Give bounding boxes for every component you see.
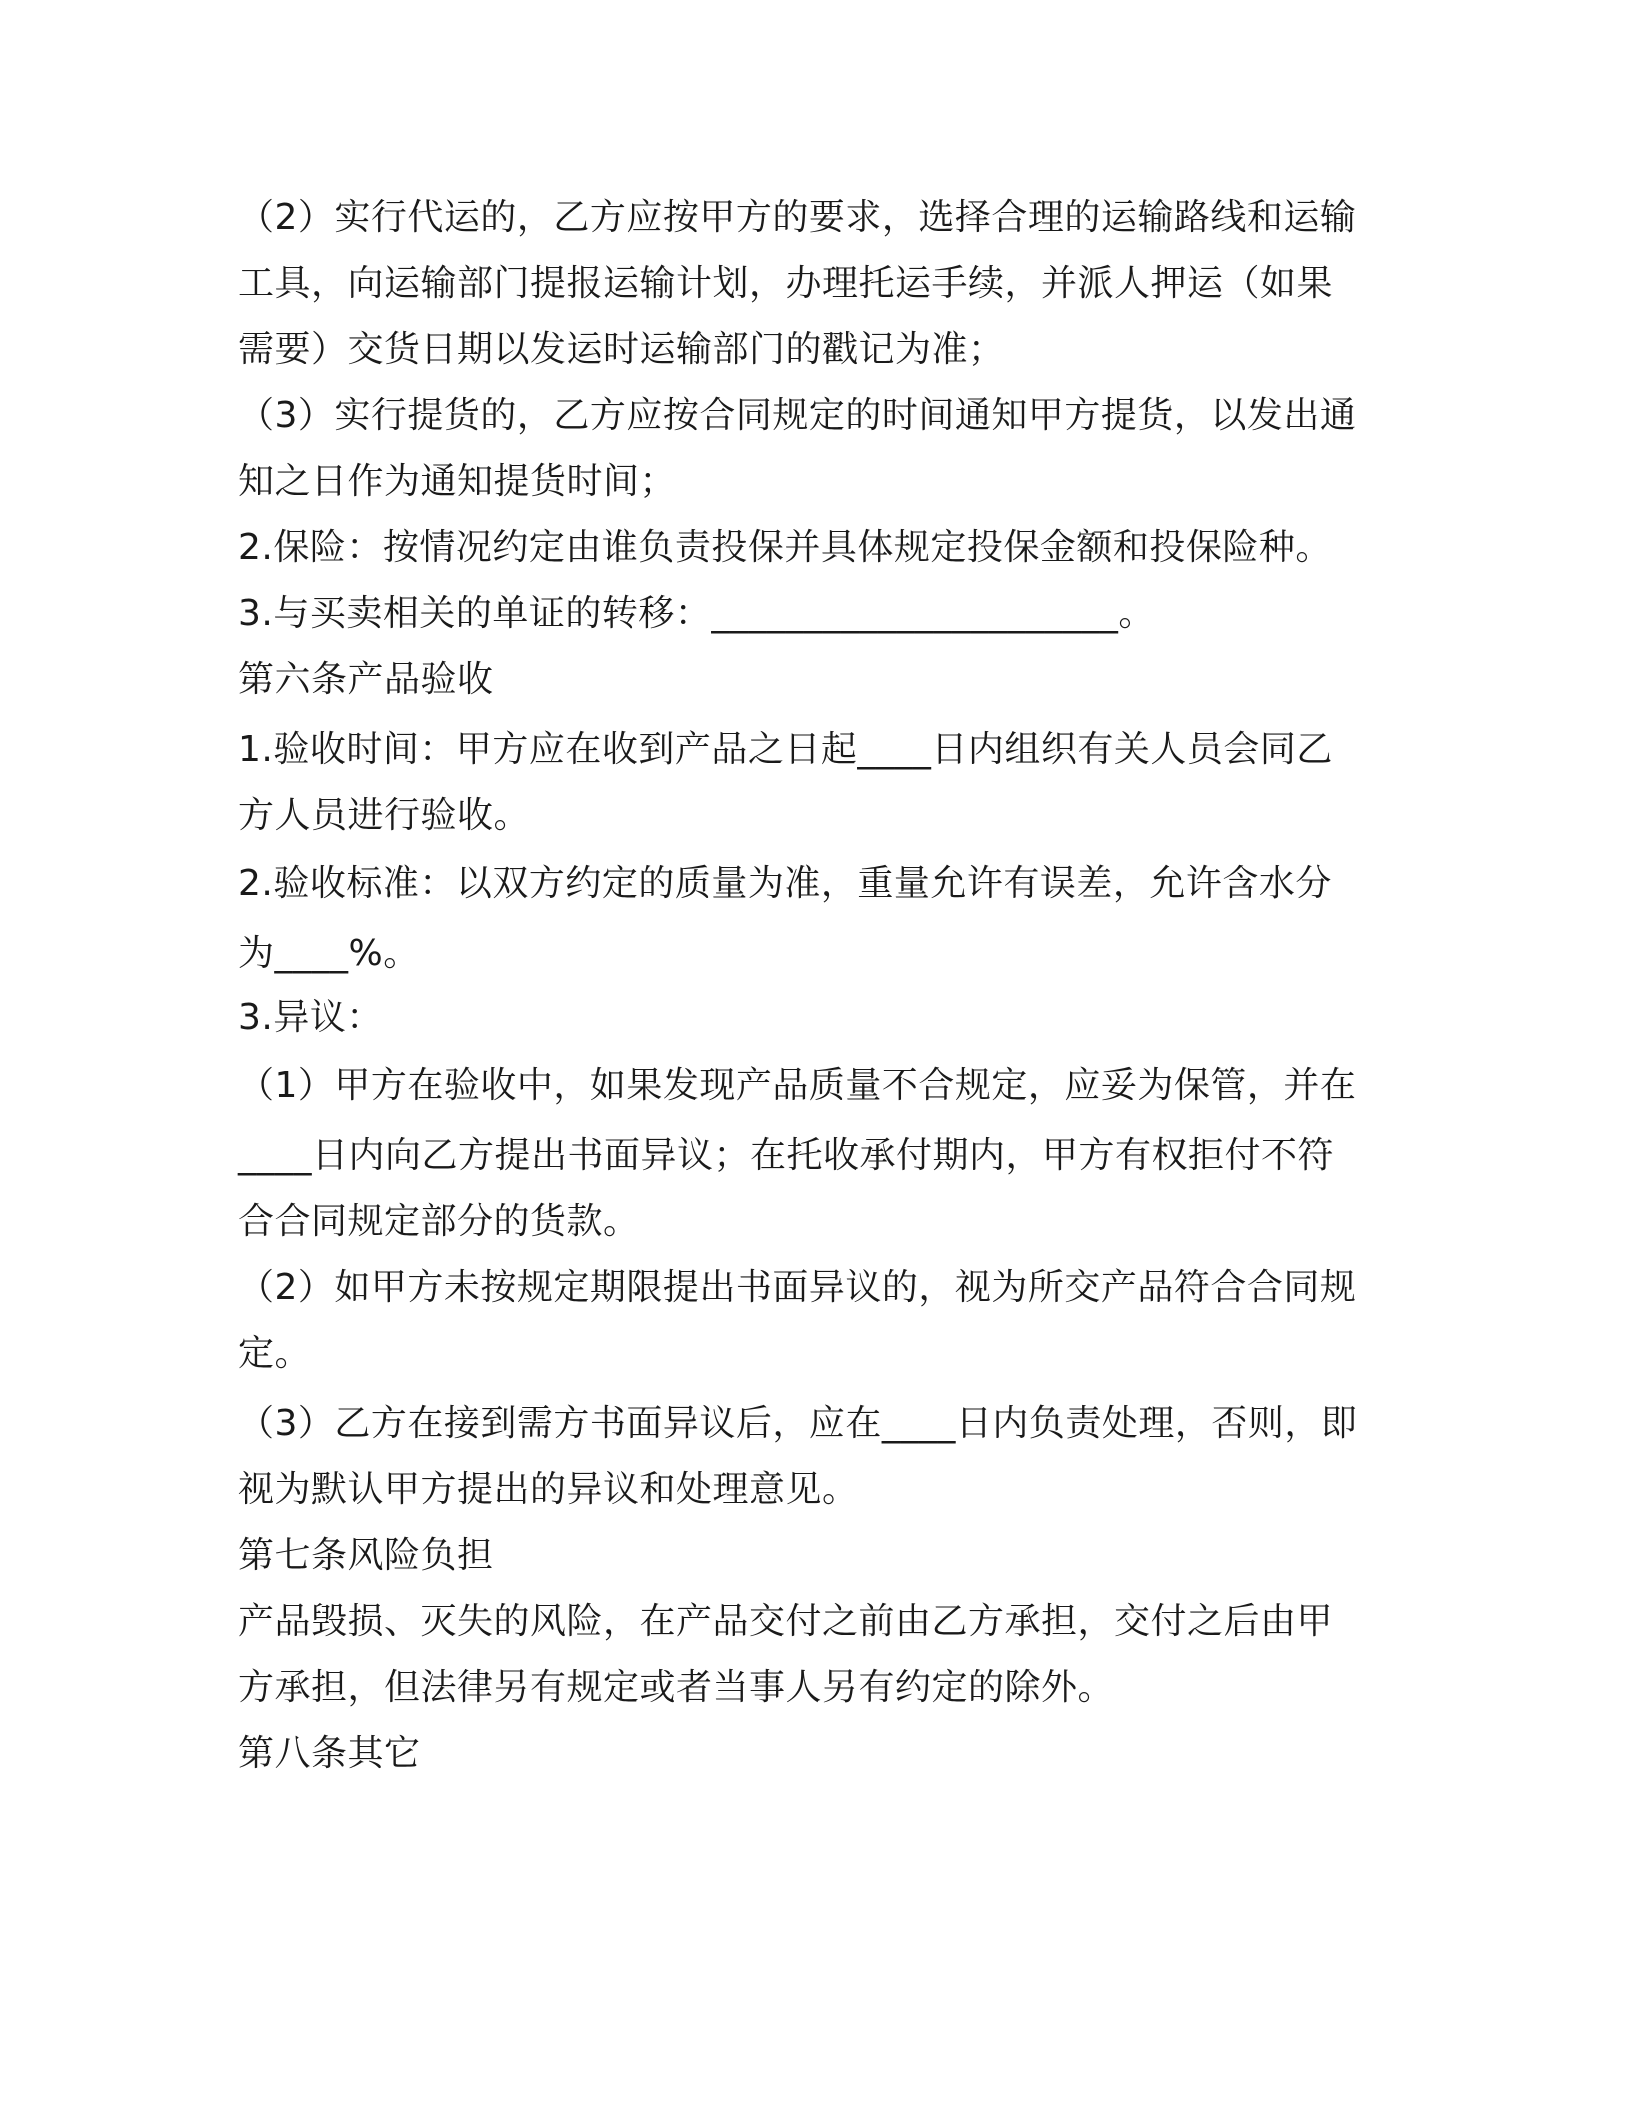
article-8-heading: 第八条其它 [238,1733,421,1774]
objection-item-2-line-1: （2）如甲方未按规定期限提出书面异议的，视为所交产品符合合同规 [238,1267,1357,1308]
clause-5-item-2-line-2: 工具，向运输部门提报运输计划，办理托运手续，并派人押运（如果 [238,263,1334,304]
article-6-heading: 第六条产品验收 [238,659,494,700]
clause-5-item-3-line-2: 知之日作为通知提货时间； [238,461,677,502]
objection-item-2-line-2: 定。 [238,1333,312,1374]
objection-item-3-line-1: （3）乙方在接到需方书面异议后，应在____日内负责处理，否则，即 [238,1403,1358,1444]
inspection-standard-line-2: 为____%。 [238,933,420,974]
clause-5-item-2-line-1: （2）实行代运的，乙方应按甲方的要求，选择合理的运输路线和运输 [238,197,1357,238]
objection-item-3-line-2: 视为默认甲方提出的异议和处理意见。 [238,1469,859,1510]
document-transfer-paragraph: 3.与买卖相关的单证的转移：______________________。 [238,593,1155,634]
inspection-time-line-2: 方人员进行验收。 [238,795,531,836]
risk-paragraph-line-1: 产品毁损、灭失的风险，在产品交付之前由乙方承担，交付之后由甲 [238,1601,1334,1642]
insurance-paragraph: 2.保险：按情况约定由谁负责投保并具体规定投保金额和投保险种。 [238,527,1332,568]
article-7-heading: 第七条风险负担 [238,1535,494,1576]
objection-item-1-line-3: 合合同规定部分的货款。 [238,1201,640,1242]
risk-paragraph-line-2: 方承担，但法律另有规定或者当事人另有约定的除外。 [238,1667,1115,1708]
objection-item-1-line-1: （1）甲方在验收中，如果发现产品质量不合规定，应妥为保管，并在 [238,1065,1357,1106]
clause-5-item-2-line-3: 需要）交货日期以发运时运输部门的戳记为准； [238,329,1005,370]
inspection-time-line-1: 1.验收时间：甲方应在收到产品之日起____日内组织有关人员会同乙 [238,729,1333,770]
objection-item-1-line-2: ____日内向乙方提出书面异议；在托收承付期内，甲方有权拒付不符 [238,1135,1335,1176]
inspection-standard-line-1: 2.验收标准：以双方约定的质量为准，重量允许有误差，允许含水分 [238,863,1332,904]
objection-heading: 3.异议： [238,997,383,1038]
clause-5-item-3-line-1: （3）实行提货的，乙方应按合同规定的时间通知甲方提货，以发出通 [238,395,1357,436]
